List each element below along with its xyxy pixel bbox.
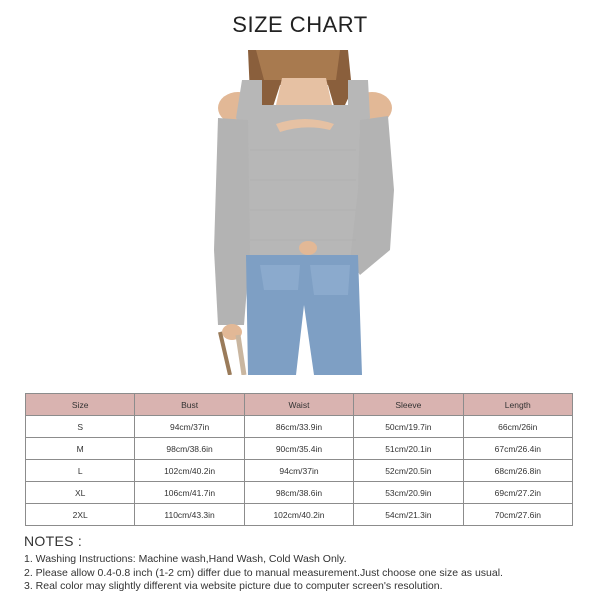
page-title: SIZE CHART — [232, 12, 368, 37]
table-cell: 54cm/21.3in — [354, 504, 463, 526]
table-cell: 50cm/19.7in — [354, 416, 463, 438]
product-photo — [210, 50, 400, 375]
size-table — [25, 393, 573, 526]
table-cell: 86cm/33.9in — [244, 416, 353, 438]
table-cell: 51cm/20.1in — [354, 438, 463, 460]
table-cell: 52cm/20.5in — [354, 460, 463, 482]
table-cell: 98cm/38.6in — [135, 438, 244, 460]
table-cell: XL — [26, 482, 135, 504]
table-cell: L — [26, 460, 135, 482]
table-row — [26, 504, 573, 526]
table-cell: 90cm/35.4in — [244, 438, 353, 460]
table-cell: S — [26, 416, 135, 438]
header-waist: Waist — [244, 394, 353, 416]
table-cell: 66cm/26in — [463, 416, 572, 438]
table-row — [26, 438, 573, 460]
table-cell: 106cm/41.7in — [135, 482, 244, 504]
table-cell: 70cm/27.6in — [463, 504, 572, 526]
table-cell: 102cm/40.2in — [135, 460, 244, 482]
header-length: Length — [463, 394, 572, 416]
header-sleeve: Sleeve — [354, 394, 463, 416]
note-item: 2. Please allow 0.4-0.8 inch (1-2 cm) differ due to manual measurement.Just choose one size as usual. — [24, 566, 503, 579]
table-cell: 67cm/26.4in — [463, 438, 572, 460]
table-row — [26, 482, 573, 504]
table-cell: 2XL — [26, 504, 135, 526]
note-item: 1. Washing Instructions: Machine wash,Hand Wash, Cold Wash Only. — [24, 553, 347, 565]
table-cell: 94cm/37in — [244, 460, 353, 482]
notes-title: NOTES : — [24, 533, 83, 549]
table-cell: 94cm/37in — [135, 416, 244, 438]
table-cell: 53cm/20.9in — [354, 482, 463, 504]
table-header-row — [26, 394, 573, 416]
note-item: 3. Real color may slightly different via website picture due to computer screen's resolution. — [24, 580, 443, 592]
table-cell: 98cm/38.6in — [244, 482, 353, 504]
table-cell: 102cm/40.2in — [244, 504, 353, 526]
header-size: Size — [26, 394, 135, 416]
notes-section — [24, 533, 584, 594]
table-row — [26, 416, 573, 438]
table-cell: 68cm/26.8in — [463, 460, 572, 482]
table-cell: 110cm/43.3in — [135, 504, 244, 526]
table-row — [26, 460, 573, 482]
header-bust: Bust — [135, 394, 244, 416]
table-cell: 69cm/27.2in — [463, 482, 572, 504]
table-cell: M — [26, 438, 135, 460]
